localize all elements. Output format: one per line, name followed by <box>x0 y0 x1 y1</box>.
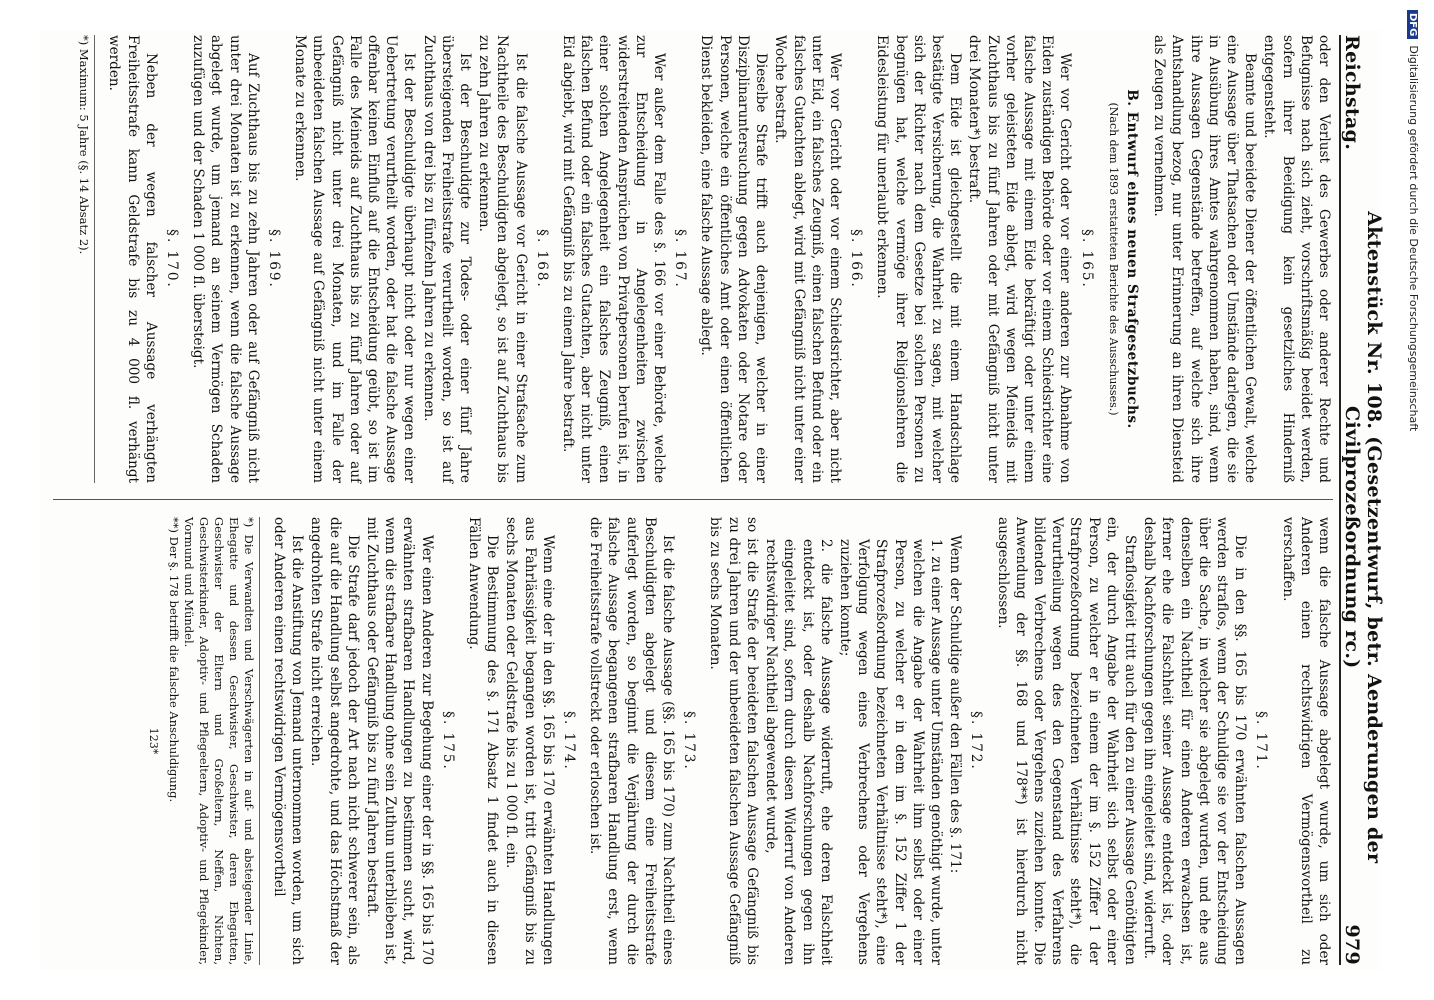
paragraph: Straflosigkeit tritt auch für den zu einer Aussage Genöthigten ein, der durch Angabe der Wahrheit sich selbst oder einer Person, zu welcher er in einem der im §. 152 Ziffer 1 der Strafprozeßordnung bezeichneten Verhältnisse steht*), die Verurtheilung wegen des den Gegenstand des Verfahrens bildenden Verbrechens oder Vergehens zuziehen konnte. Die Anwendung der §§. 168 und 178**) ist hierdurch nicht ausgeschlossen. <box>994 517 1138 965</box>
numbered-list <box>762 517 945 965</box>
paragraph: Auf Zuchthaus bis zu zehn Jahren oder auf Gefängniß nicht unter drei Monaten ist zu erkennen, wenn die falsche Aussage abgelegt wurde, um jemand an seinem Vermögen Schaden zuzufügen und der Schaden 1 000 fl. übersteigt. <box>190 35 261 483</box>
paragraph-number: §. 165. <box>1078 229 1095 289</box>
footnote-text: **) Der §. 178 betrifft die falsche Anschuldigung. <box>166 517 181 803</box>
paragraph: so ist die Strafe der beeideten falschen Aussage Gefängniß bis zu drei Jahren und der unbeeideten falschen Aussage Gefängniß bis zu sechs Monaten. <box>707 517 760 965</box>
left-column <box>53 35 1333 483</box>
paragraph: oder den Verlust des Gewerbes oder anderer Rechte und Befugnisse nach sich zieht, vorschriftsmäßig beeidet werden, sofern ihrer Beeidigung kein gesetzliches Hinderniß entgegensteht. <box>1261 35 1332 483</box>
right-column <box>53 517 1333 965</box>
paragraph: Wer einen Anderen zur Begehung einer der in §§. 165 bis 170 erwähnten strafbaren Handlungen zu bestimmen sucht, wird, wenn die strafbare Handlung ohne sein Zuthun unterblieben ist, mit Zuchthaus oder Gefängniß bis zu fünf Jahren bestraft. <box>364 517 435 965</box>
paragraph: Wer außer dem Falle des §. 166 vor einer Behörde, welche zur Entscheidung in Angelegenheiten zwischen widerstreitenden Ansprüchen von Privatpersonen berufen ist, in einer solchen Angelegenheit ein falsches Zeugniß, einen falschen Befund oder ein falsches Gutachten, aber nicht unter Eid abgiebt, wird mit Gefängniß bis zu einem Jahre bestraft. <box>560 35 668 483</box>
paragraph-number: §. 173. <box>681 711 698 771</box>
footnote-text: *) Die Verwandten und Verschwägerten in auf- und absteigender Linie, Ehegatte und dessen Geschwister, Geschwister, deren Ehegatten, Geschwister der Eltern und Großeltern, Neffen, Nichten, Geschwisterkinder, Adoptiv- und Pflegeeltern, Adoptiv- und Pflegekinder, Vormund und Mündel. <box>181 517 256 965</box>
sheet-mark: 123* <box>146 727 160 755</box>
list-item: 2. die falsche Aussage widerruft, ehe deren Falschheit entdeckt ist, oder deshalb Nachforschungen gegen ihn eingeleitet sind, sofern durch diesen Widerruf von Anderen rechtswidriger Nachtheil abgewendet wurde, <box>763 539 834 965</box>
paragraph: Die Strafe darf jedoch der Art nach nicht schwerer sein, als die auf die Handlung selbst angedrohte, und das Höchstmaß der angedrohten Strafe nicht erreichen. <box>308 517 361 965</box>
column-divider <box>53 499 1333 500</box>
document-page <box>40 30 1385 970</box>
paragraph: Neben der wegen falscher Aussage verhängten Freiheitsstrafe kann Geldstrafe bis zu 4 000 fl. verhängt werden. <box>106 35 159 483</box>
page-number: 979 <box>1341 924 1363 965</box>
paragraph-number: §. 166. <box>848 229 865 289</box>
paragraph: Ist der Beschuldigte zur Todes- oder einer fünf Jahre übersteigenden Freiheitsstrafe verurtheilt worden, so ist auf Zuchthaus von drei bis zu fünfzehn Jahren zu erkennen. <box>420 35 474 483</box>
rotated-page-content <box>45 35 1385 965</box>
paragraph-number: §. 170. <box>164 229 181 289</box>
header-left: Reichstag. <box>1341 35 1363 151</box>
section-heading: B. Entwurf eines neuen Strafgesetzbuchs. <box>1123 89 1140 429</box>
footnotes <box>166 517 260 965</box>
text-columns <box>53 35 1333 965</box>
paragraph-number: §. 172. <box>968 711 985 771</box>
paragraph: Die in den §§. 165 bis 170 erwähnten falschen Aussagen werden straflos, wenn der Schuldige sie vor der Entscheidung über die Sache, in welcher sie abgelegt wurden, und ehe aus denselben ein Nachtheil für einen Anderen erwachsen ist, ferner ehe die Falschheit seiner Aussage entdeckt ist, oder deshalb Nachforschungen gegen ihn eingeleitet sind, widerruft. <box>1141 517 1249 965</box>
paragraph-number: §. 169. <box>266 229 283 289</box>
paragraph: Wenn der Schuldige außer den Fällen des §. 171: <box>947 535 964 874</box>
paragraph-number: §. 175. <box>439 711 456 771</box>
paragraph: Ist die Anstiftung von Jemand unternommen worden, um sich oder Anderen einen rechtswidrigen Vermögensvortheil <box>271 517 306 965</box>
paragraph-number: §. 167. <box>672 229 689 289</box>
paragraph: Ist die falsche Aussage vor Gericht in einer Strafsache zum Nachtheile des Beschuldigten abgelegt, so ist auf Zuchthaus bis zu zehn Jahren zu erkennen. <box>476 35 529 483</box>
paragraph: Wer vor Gericht oder vor einem Schiedsrichter, aber nicht unter Eid, ein falsches Zeugniß, einen falschen Befund oder ein falsches Gutachten ablegt, wird mit Gefängniß nicht unter einer Woche bestraft. <box>772 35 843 483</box>
paragraph: wenn die falsche Aussage abgelegt wurde, um sich oder Anderen einen rechtswidrigen Vermögensvortheil zu verschaffen. <box>1279 517 1332 965</box>
list-item: 1. zu einer Aussage unter Umständen genöthigt wurde, unter welchen die Angabe der Wahrheit ihm selbst oder einer Person, zu welcher er in dem im §. 152 Ziffer 1 der Strafprozeßordnung bezeichneten Verhältnisse steht*), eine Verfolgung wegen eines Verbrechens oder Vergehens zuziehen konnte; <box>836 539 944 965</box>
header-title: Aktenstück Nr. 108. (Gesetzentwurf, betr. Aenderungen der Civilprozeßordnung rc.) <box>1341 211 1385 864</box>
paragraph-number: §. 171. <box>1253 711 1270 771</box>
paragraph: Dieselbe Strafe trifft auch denjenigen, welcher in einer Disziplinaruntersuchung gegen Advokaten oder Notare oder Personen, welche ein öffentliches Amt oder einen öffentlichen Dienst bekleiden, eine falsche Aussage ablegt. <box>698 35 770 483</box>
paragraph: Wer vor Gericht oder vor einer anderen zur Abnahme von Eiden zuständigen Behörde oder vor einem Schiedsrichter eine falsche Aussage mit einem Eide bekräftigt oder unter einem vorher geleisteten Eide ablegt, wird wegen Meineids mit Zuchthaus bis zu fünf Jahren oder mit Gefängniß nicht unter drei Monaten*) bestraft. <box>966 35 1074 483</box>
paragraph: Dem Eide ist gleichgestellt die mit einem Handschlage bestätigte Versicherung, die Wahrheit zu sagen, mit welcher sich der Richter nach dem Gesetze bei solchen Personen zu begnügen hat, welche vermöge ihrer Religionslehren die Eidesleistung für unerlaubt erkennen. <box>874 35 964 483</box>
digitization-text: Digitalisierung gefördert durch die Deutsche Forschungsgemeinschaft <box>1407 45 1420 432</box>
paragraph: Beamte und beeidete Diener der öffentlichen Gewalt, welche eine Aussage über Thatsachen oder Umstände darlegen, die sie in Ausübung ihres Amtes wahrgenommen haben, sind, wenn ihre Aussagen Gegenstände betreffen, auf welche sich ihre Amtshandlung bezog, nur unter Erinnerung an ihren Diensteid als Zeugen zu vernehmen. <box>1151 35 1259 483</box>
page-header <box>1339 35 1385 965</box>
section-subheading: (Nach dem 1893 erstatteten Berichte des Ausschusses.) <box>1106 102 1120 416</box>
dfg-logo: DFG <box>1407 10 1418 39</box>
digitization-notice <box>1400 10 1426 990</box>
paragraph: Wenn eine der in den §§. 165 bis 170 erwähnten Handlungen aus Fahrlässigkeit begangen worden ist, tritt Gefängniß bis zu sechs Monaten oder Geldstrafe bis zu 1 000 fl. ein. <box>503 517 556 965</box>
footnote-text: *) Maximum: 5 Jahre (§. 14 Absatz 2). <box>77 35 92 255</box>
paragraph-number: §. 174. <box>561 711 578 771</box>
footnote <box>76 35 95 483</box>
paragraph-number: §. 168. <box>533 229 550 289</box>
paragraph: Ist die falsche Aussage (§§. 165 bis 170) zum Nachtheil eines Beschuldigten abgelegt und diesem eine Freiheitsstrafe auferlegt worden, so beginnt die Verjährung der durch die falsche Aussage begangenen strafbaren Handlung erst, wenn die Freiheitsstrafe vollstreckt oder erloschen ist. <box>587 517 677 965</box>
paragraph: Ist der Beschuldigte überhaupt nicht oder nur wegen einer Uebertretung verurtheilt worden, oder hat die falsche Aussage offenbar keinen Einfluß auf die Entscheidung geübt, so ist im Falle des Meineids auf Zuchthaus bis zu fünf Jahren oder auf Gefängniß nicht unter drei Monaten, und im Falle der unbeeideten falschen Aussage auf Gefängniß nicht unter einem Monate zu erkennen. <box>292 35 418 483</box>
paragraph: Die Bestimmung des §. 171 Absatz 1 findet auch in diesen Fällen Anwendung. <box>466 517 501 965</box>
